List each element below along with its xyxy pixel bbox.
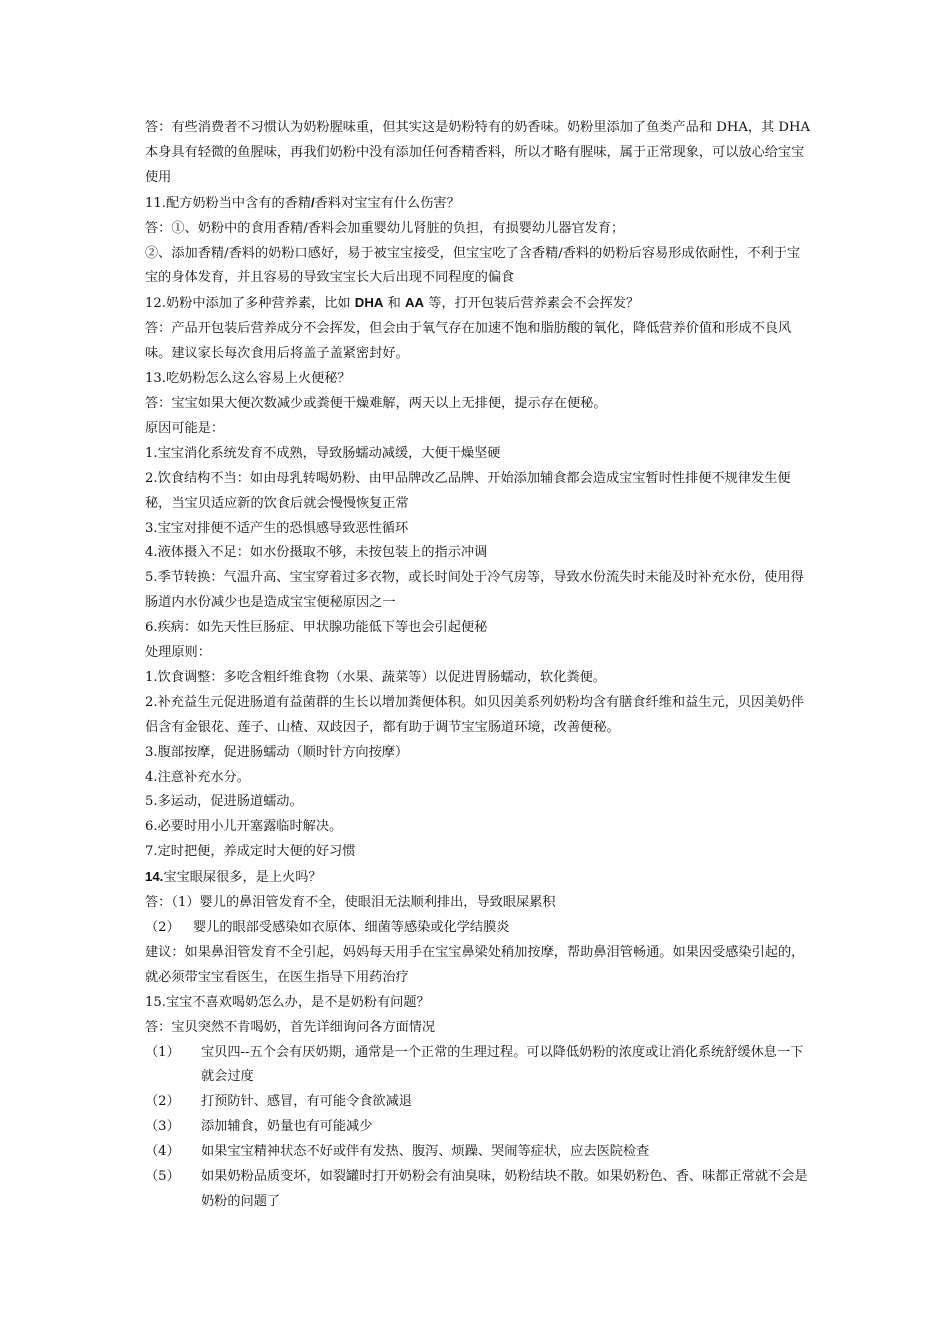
question-14-text: 宝宝眼屎很多，是上火吗？ [163, 870, 322, 886]
list-item: 3.宝宝对排便不适产生的恐惧感导致恶性循环 [145, 520, 409, 536]
list-item-label: （2） [145, 920, 180, 935]
list-item: 5.多运动，促进肠道蠕动。 [145, 794, 303, 810]
list-item [145, 1115, 810, 1140]
question-11-slash: / [311, 194, 315, 210]
question-12-aa: AA [404, 295, 425, 311]
question-15: 15.宝宝不喜欢喝奶怎么办，是不是奶粉有问题？ [145, 994, 430, 1010]
answer-paragraph: 答：①、奶粉中的食用香精/香料会加重婴幼儿肾脏的负担，有损婴幼儿器官发育； [145, 220, 625, 236]
list-item: 7.定时把便，养成定时大便的好习惯 [145, 844, 356, 860]
list-item [145, 1140, 810, 1165]
question-12-mid: 和 [383, 296, 405, 312]
list-item-text: 添加辅食，奶量也有可能减少 [201, 1119, 373, 1135]
question-11-part-b: 香料对宝宝有什么伤害？ [314, 195, 460, 211]
question-12-dha: DHA [354, 295, 384, 311]
answer-paragraph: 答：宝宝如果大便次数减少或粪便干燥难解，两天以上无排便，提示存在便秘。 [145, 395, 607, 411]
list-item-text: 打预防针、感冒，有可能令食欲减退 [201, 1094, 412, 1110]
list-item: 4.注意补充水分。 [145, 769, 250, 785]
list-item-label: （4） [145, 1144, 180, 1160]
question-14 [145, 865, 810, 891]
answer-paragraph: 答：宝贝突然不肯喝奶，首先详细询问各方面情况 [145, 1019, 436, 1035]
list-item-text: 如果奶粉品质变坏，如裂罐时打开奶粉会有油臭味，奶粉结块不散。如果奶粉色、香、味都正常就不会是奶粉的问题了 [201, 1169, 808, 1209]
list-item [145, 1165, 810, 1215]
list-item [145, 1041, 810, 1091]
section-heading: 原因可能是： [145, 420, 225, 436]
answer-paragraph: ②、添加香精/香料的奶粉口感好，易于被宝宝接受，但宝宝吃了含香精/香料的奶粉后容易形成依耐性，不利于宝宝的身体发育，并且容易的导致宝宝长大后出现不同程度的偏食 [145, 245, 801, 286]
list-item: 1.宝宝消化系统发育不成熟，导致肠蠕动减缓，大便干燥坚硬 [145, 445, 501, 461]
list-item-text: 婴儿的眼部受感染如衣原体、细菌等感染或化学结膜炎 [193, 920, 510, 935]
list-item: 2.补充益生元促进肠道有益菌群的生长以增加粪便体积。如贝因美系列奶粉均含有膳食纤维和益生元，贝因美奶伴侣含有金银花、莲子、山楂、双歧因子，都有助于调节宝宝肠道环境，改善便秘。 [145, 694, 804, 735]
list-item: 2.饮食结构不当：如由母乳转喝奶粉、由甲品牌改乙品牌、开始添加辅食都会造成宝宝暂时性排便不规律发生便秘，当宝贝适应新的饮食后就会慢慢恢复正常 [145, 470, 791, 511]
answer-paragraph: 答：有些消费者不习惯认为奶粉腥味重，但其实这是奶粉特有的奶香味。奶粉里添加了鱼类产品和 DHA，其 DHA 本身具有轻微的鱼腥味，再我们奶粉中没有添加任何香精香料，所以才略有腥味，属于正常现象，可以放心给宝宝使用 [145, 120, 811, 185]
answer-paragraph: 答：（1）婴儿的鼻泪管发育不全，使眼泪无法顺利排出，导致眼屎累积 [145, 895, 556, 911]
list-item [145, 1090, 810, 1115]
question-13: 13.吃奶粉怎么这么容易上火便秘？ [145, 371, 351, 387]
list-item: 3.腹部按摩，促进肠蠕动（顺时针方向按摩） [145, 744, 409, 760]
question-11-part-a: 11.配方奶粉当中含有的香精 [145, 195, 312, 211]
question-12-part-a: 12.奶粉中添加了多种营养素，比如 [145, 296, 355, 312]
list-item-label: （1） [145, 1044, 180, 1060]
list-item: 4.液体摄入不足：如水份摄取不够，未按包装上的指示冲调 [145, 545, 488, 561]
list-item: 1.饮食调整：多吃含粗纤维食物（水果、蔬菜等）以促进胃肠蠕动，软化粪便。 [145, 669, 606, 685]
list-item: 6.疾病：如先天性巨肠症、甲状腺功能低下等也会引起便秘 [145, 620, 488, 636]
answer-paragraph: 答：产品开包装后营养成分不会挥发，但会由于氧气存在加速不饱和脂肪酸的氧化，降低营养价值和形成不良风味。建议家长每次食用后将盖子盖紧密封好。 [145, 321, 792, 362]
list-item: 6.必要时用小儿开塞露临时解决。 [145, 819, 343, 835]
document-page [145, 116, 810, 1215]
list-item-label: （3） [145, 1119, 180, 1135]
list-item-label: （2） [145, 1094, 180, 1110]
question-14-number: 14. [145, 869, 164, 885]
section-heading: 处理原则： [145, 645, 211, 661]
list-item-text: 宝贝四--五个会有厌奶期，通常是一个正常的生理过程。可以降低奶粉的浓度或让消化系统舒缓休息一下就会过度 [201, 1044, 804, 1085]
question-11 [145, 191, 810, 217]
question-12-part-b: 等，打开包装后营养素会不会挥发？ [424, 296, 640, 312]
list-item-label: （5） [145, 1169, 180, 1185]
list-item [145, 916, 810, 941]
answer-paragraph: 建议：如果鼻泪管发育不全引起，妈妈每天用手在宝宝鼻梁处稍加按摩，帮助鼻泪管畅通。如果因受感染引起的，就必须带宝宝看医生，在医生指导下用药治疗 [145, 944, 805, 985]
question-12 [145, 291, 810, 317]
list-item-text: 如果宝宝精神状态不好或伴有发热、腹泻、烦躁、哭闹等症状，应去医院检查 [201, 1144, 650, 1160]
list-item: 5.季节转换：气温升高、宝宝穿着过多衣物，或长时间处于冷气房等，导致水份流失时未能及时补充水份，使用得肠道内水份减少也是造成宝宝便秘原因之一 [145, 570, 804, 611]
